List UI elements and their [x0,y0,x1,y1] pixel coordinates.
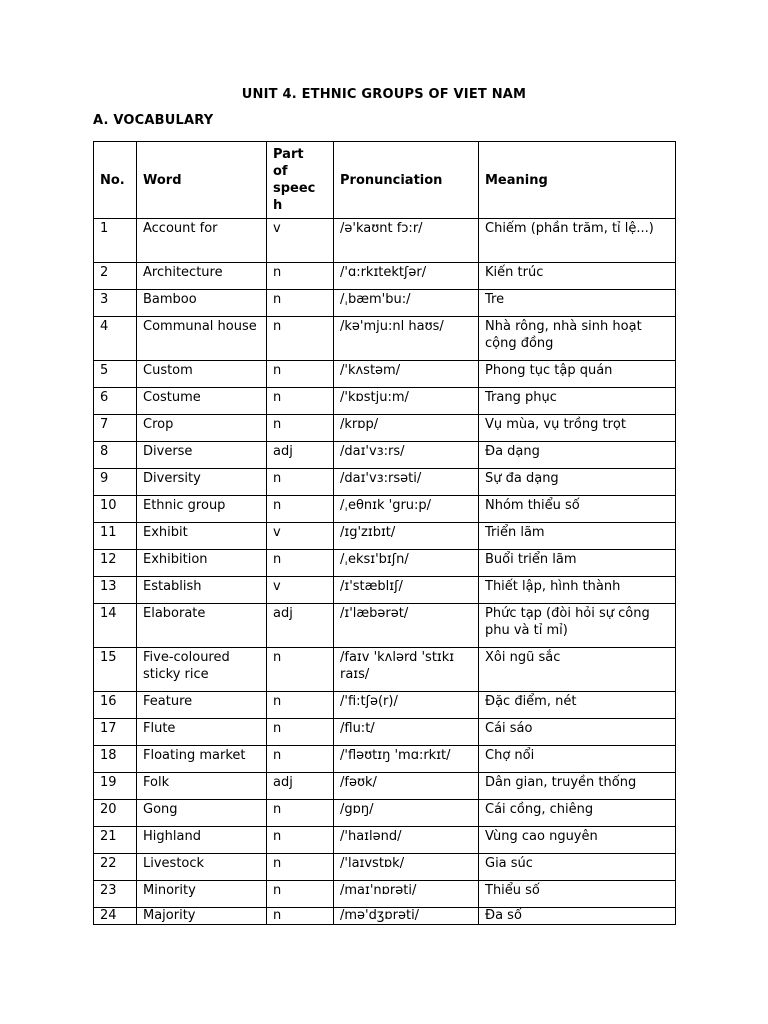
cell-word: Crop [137,415,267,442]
table-row [94,263,676,290]
table-row [94,827,676,854]
table-row [94,523,676,550]
cell-word: Livestock [137,854,267,881]
table-row [94,219,676,263]
cell-no: 22 [94,854,137,881]
header-part-line: of [273,164,288,179]
cell-word: Folk [137,773,267,800]
cell-pronunciation: /fəʊk/ [334,773,479,800]
cell-meaning: Đặc điểm, nét [479,692,676,719]
table-row [94,415,676,442]
cell-no: 19 [94,773,137,800]
cell-no: 7 [94,415,137,442]
table-row [94,550,676,577]
cell-part: v [267,219,334,263]
cell-no: 4 [94,317,137,361]
cell-no: 23 [94,881,137,908]
cell-pronunciation: /kə'mju:nl haʊs/ [334,317,479,361]
cell-part: n [267,692,334,719]
cell-meaning: Thiết lập, hình thành [479,577,676,604]
cell-word: Floating market [137,746,267,773]
table-row [94,361,676,388]
cell-no: 5 [94,361,137,388]
cell-meaning: Kiến trúc [479,263,676,290]
cell-meaning: Gia súc [479,854,676,881]
header-part-line: speec [273,181,316,196]
table-row [94,577,676,604]
cell-meaning: Phức tạp (đòi hỏi sự công phu và tỉ mỉ) [479,604,676,648]
cell-word: Bamboo [137,290,267,317]
cell-word: Diversity [137,469,267,496]
cell-pronunciation: /'fləʊtɪŋ 'mɑ:rkɪt/ [334,746,479,773]
header-part-of-speech [267,142,334,219]
cell-part: n [267,388,334,415]
header-meaning: Meaning [479,142,676,219]
cell-pronunciation: /'fi:tʃə(r)/ [334,692,479,719]
table-row [94,719,676,746]
header-no: No. [94,142,137,219]
cell-meaning: Triển lãm [479,523,676,550]
cell-meaning: Chiếm (phần trăm, tỉ lệ...) [479,219,676,263]
cell-pronunciation: /gɒŋ/ [334,800,479,827]
cell-part: adj [267,773,334,800]
cell-word: Exhibition [137,550,267,577]
cell-meaning: Thiểu số [479,881,676,908]
table-row [94,746,676,773]
table-header-row [94,142,676,219]
vocabulary-table [93,141,676,925]
table-row [94,648,676,692]
cell-part: n [267,469,334,496]
cell-word: Feature [137,692,267,719]
cell-word: Elaborate [137,604,267,648]
cell-no: 17 [94,719,137,746]
cell-meaning: Vụ mùa, vụ trồng trọt [479,415,676,442]
cell-word: Majority [137,908,267,925]
cell-no: 20 [94,800,137,827]
cell-no: 18 [94,746,137,773]
cell-word: Communal house [137,317,267,361]
cell-pronunciation: /'kʌstəm/ [334,361,479,388]
cell-no: 10 [94,496,137,523]
cell-pronunciation: /ˌbæm'bu:/ [334,290,479,317]
cell-word: Custom [137,361,267,388]
header-pronunciation: Pronunciation [334,142,479,219]
cell-part: n [267,827,334,854]
cell-part: n [267,881,334,908]
cell-no: 1 [94,219,137,263]
header-part-line: Part [273,147,304,162]
cell-word: Establish [137,577,267,604]
cell-part: adj [267,442,334,469]
cell-meaning: Vùng cao nguyên [479,827,676,854]
header-part-line: h [273,198,283,213]
cell-meaning: Phong tục tập quán [479,361,676,388]
cell-word: Architecture [137,263,267,290]
cell-pronunciation: /mə'dʒɒrəti/ [334,908,479,925]
cell-meaning: Đa dạng [479,442,676,469]
cell-meaning: Sự đa dạng [479,469,676,496]
table-row [94,604,676,648]
cell-part: n [267,263,334,290]
cell-pronunciation: /daɪ'vɜ:rsəti/ [334,469,479,496]
section-title: A. VOCABULARY [93,113,214,128]
cell-word: Highland [137,827,267,854]
cell-word: Minority [137,881,267,908]
cell-no: 12 [94,550,137,577]
table-row [94,442,676,469]
cell-part: n [267,648,334,692]
cell-no: 11 [94,523,137,550]
cell-word: Flute [137,719,267,746]
cell-pronunciation: /krɒp/ [334,415,479,442]
cell-meaning: Cái sáo [479,719,676,746]
cell-pronunciation: /daɪ'vɜ:rs/ [334,442,479,469]
cell-word: Account for [137,219,267,263]
cell-pronunciation: /ɪ'stæblɪʃ/ [334,577,479,604]
cell-no: 21 [94,827,137,854]
cell-pronunciation: /ə'kaʊnt fɔ:r/ [334,219,479,263]
cell-pronunciation: /'laɪvstɒk/ [334,854,479,881]
cell-no: 13 [94,577,137,604]
cell-word: Costume [137,388,267,415]
cell-meaning: Cái cồng, chiêng [479,800,676,827]
table-row [94,469,676,496]
cell-pronunciation: /maɪ'nɒrəti/ [334,881,479,908]
cell-meaning: Dân gian, truyền thống [479,773,676,800]
cell-pronunciation: /ɪ'læbərət/ [334,604,479,648]
cell-meaning: Đa số [479,908,676,925]
cell-no: 15 [94,648,137,692]
cell-part: n [267,317,334,361]
table-row [94,908,676,925]
cell-part: n [267,361,334,388]
table-row [94,800,676,827]
cell-part: n [267,290,334,317]
cell-pronunciation: /ˌeθnɪk 'gru:p/ [334,496,479,523]
cell-word: Diverse [137,442,267,469]
cell-no: 6 [94,388,137,415]
table-row [94,881,676,908]
table-row [94,290,676,317]
table-row [94,854,676,881]
cell-no: 3 [94,290,137,317]
cell-no: 9 [94,469,137,496]
cell-meaning: Xôi ngũ sắc [479,648,676,692]
cell-part: n [267,415,334,442]
cell-meaning: Tre [479,290,676,317]
cell-pronunciation: /ɪg'zɪbɪt/ [334,523,479,550]
cell-pronunciation: /flu:t/ [334,719,479,746]
cell-part: v [267,523,334,550]
table-row [94,317,676,361]
cell-part: n [267,719,334,746]
cell-word: Ethnic group [137,496,267,523]
cell-pronunciation: /'kɒstju:m/ [334,388,479,415]
cell-pronunciation: /faɪv 'kʌlərd 'stɪkɪ raɪs/ [334,648,479,692]
table-row [94,773,676,800]
cell-meaning: Nhà rông, nhà sinh hoạt cộng đồng [479,317,676,361]
cell-part: v [267,577,334,604]
cell-no: 16 [94,692,137,719]
cell-part: adj [267,604,334,648]
cell-no: 24 [94,908,137,925]
cell-word: Five-coloured sticky rice [137,648,267,692]
cell-meaning: Chợ nổi [479,746,676,773]
cell-meaning: Nhóm thiểu số [479,496,676,523]
cell-no: 2 [94,263,137,290]
cell-word: Exhibit [137,523,267,550]
table-row [94,692,676,719]
cell-part: n [267,908,334,925]
cell-part: n [267,550,334,577]
cell-pronunciation: /ˌeksɪ'bɪʃn/ [334,550,479,577]
cell-part: n [267,746,334,773]
table-row [94,496,676,523]
table-row [94,388,676,415]
header-word: Word [137,142,267,219]
cell-pronunciation: /'ɑ:rkɪtektʃər/ [334,263,479,290]
cell-no: 8 [94,442,137,469]
page-title: UNIT 4. ETHNIC GROUPS OF VIET NAM [241,87,527,102]
cell-pronunciation: /'haɪlənd/ [334,827,479,854]
cell-meaning: Buổi triển lãm [479,550,676,577]
cell-part: n [267,854,334,881]
cell-no: 14 [94,604,137,648]
cell-word: Gong [137,800,267,827]
cell-part: n [267,496,334,523]
cell-part: n [267,800,334,827]
table-body [94,219,676,925]
cell-meaning: Trang phục [479,388,676,415]
